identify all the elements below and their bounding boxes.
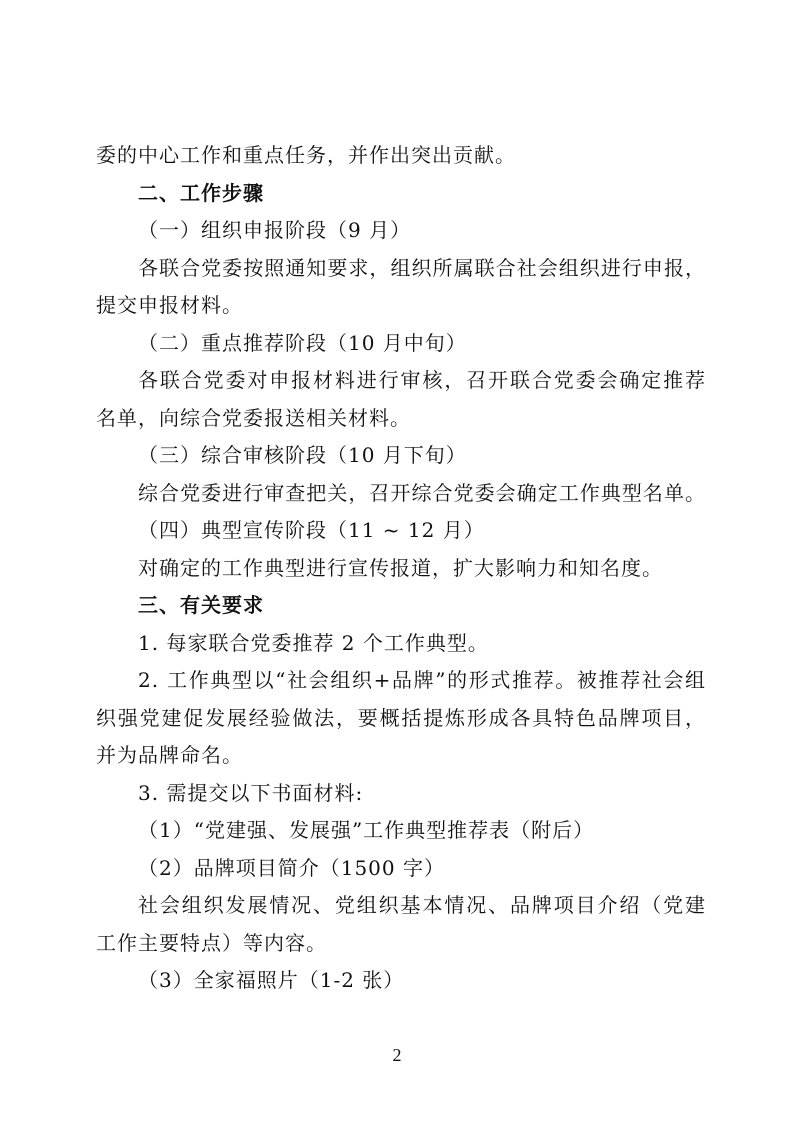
subheading-stage-1: （一）组织申报阶段（9 月） xyxy=(138,218,412,242)
requirement-item-2-line-3: 并为品牌命名。 xyxy=(96,743,243,767)
requirement-item-2-line-2: 织强党建促发展经验做法，要概括提炼形成各具特色品牌项目， xyxy=(96,706,706,730)
section-heading-work-steps: 二、工作步骤 xyxy=(138,181,264,205)
paragraph-stage-2-line-2: 名单，向综合党委报送相关材料。 xyxy=(96,406,411,430)
paragraph-stage-2-line-1: 各联合党委对申报材料进行审核，召开联合党委会确定推荐 xyxy=(138,368,706,392)
material-item-1: （1）“党建强、发展强”工作典型推荐表（附后） xyxy=(138,818,595,842)
material-item-2: （2）品牌项目简介（1500 字） xyxy=(138,856,445,880)
material-item-3: （3）全家福照片（1-2 张） xyxy=(138,968,405,992)
paragraph-stage-1-line-2: 提交申报材料。 xyxy=(96,293,243,317)
material-item-2-description-line-2: 工作主要特点）等内容。 xyxy=(96,931,327,955)
page-number: 2 xyxy=(392,1045,402,1065)
subheading-stage-2: （二）重点推荐阶段（10 月中旬） xyxy=(138,331,467,355)
section-heading-requirements: 三、有关要求 xyxy=(138,593,264,617)
subheading-stage-3: （三）综合审核阶段（10 月下旬） xyxy=(138,443,467,467)
paragraph-stage-1-line-1: 各联合党委按照通知要求，组织所属联合社会组织进行申报， xyxy=(138,256,706,280)
requirement-item-2-line-1: 2. 工作典型以“社会组织+品牌”的形式推荐。被推荐社会组 xyxy=(138,668,706,692)
paragraph-stage-3: 综合党委进行审查把关，召开综合党委会确定工作典型名单。 xyxy=(138,481,706,505)
subheading-stage-4: （四）典型宣传阶段（11 ~ 12 月） xyxy=(138,518,485,542)
material-item-2-description-line-1: 社会组织发展情况、党组织基本情况、品牌项目介绍（党建 xyxy=(138,893,706,917)
paragraph-stage-4: 对确定的工作典型进行宣传报道，扩大影响力和知名度。 xyxy=(138,556,663,580)
requirement-item-1: 1. 每家联合党委推荐 2 个工作典型。 xyxy=(138,631,489,655)
requirement-item-3: 3. 需提交以下书面材料: xyxy=(138,781,364,805)
paragraph-continuation: 委的中心工作和重点任务，并作出突出贡献。 xyxy=(96,143,516,167)
